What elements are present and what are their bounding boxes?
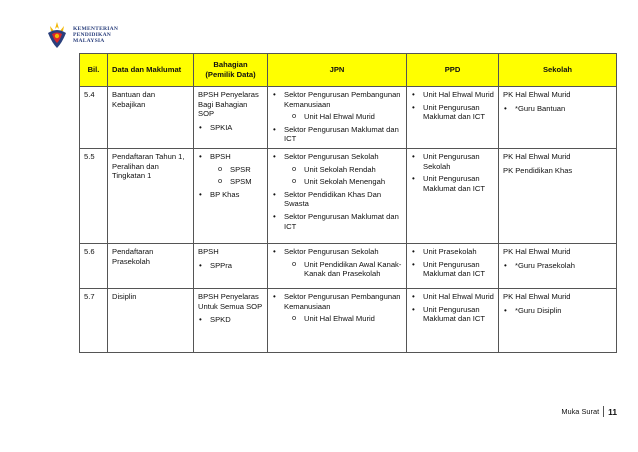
sekolah-text: PK Hal Ehwal Murid xyxy=(503,247,571,256)
jpn-item-label: Sektor Pengurusan Pembangunan Kemanusiaan xyxy=(284,292,401,311)
bahagian-subitem: o SPSM xyxy=(210,177,263,187)
header-bil: Bil. xyxy=(80,54,108,87)
ppd-item: • Unit Pengurusan Maklumat dan ICT xyxy=(411,174,494,193)
row-number: 5.4 xyxy=(80,87,108,149)
ppd-item: • Unit Hal Ehwal Murid xyxy=(411,90,494,100)
row-ppd xyxy=(407,149,499,244)
page-label: Muka Surat xyxy=(561,407,600,416)
bahagian-text: BPSH Penyelaras Untuk Semua SOP xyxy=(198,292,263,311)
row-jpn xyxy=(268,289,407,353)
row-ppd xyxy=(407,87,499,149)
table-row xyxy=(80,149,617,244)
jpn-item xyxy=(272,292,402,324)
page-footer xyxy=(561,406,617,417)
jpn-item-label: Sektor Pengurusan Sekolah xyxy=(284,247,379,256)
row-data-title: Pendaftaran Prasekolah xyxy=(108,244,194,289)
jpn-subitem: o Unit Sekolah Rendah xyxy=(284,165,402,175)
header-ppd: PPD xyxy=(407,54,499,87)
ministry-emblem-icon xyxy=(44,21,70,49)
row-bahagian xyxy=(194,87,268,149)
row-sekolah xyxy=(499,289,617,353)
row-bahagian xyxy=(194,289,268,353)
sekolah-bullet: • *Guru Prasekolah xyxy=(503,261,612,271)
jpn-item-label: Sektor Pengurusan Pembangunan Kemanusiaan xyxy=(284,90,401,109)
jpn-item-label: Sektor Pengurusan Sekolah xyxy=(284,152,379,161)
jpn-item xyxy=(272,152,402,187)
bahagian-text: BPSH xyxy=(198,247,219,256)
data-ownership-table xyxy=(79,53,617,353)
row-sekolah xyxy=(499,149,617,244)
jpn-subitem: o Unit Pendidikan Awal Kanak-Kanak dan Prasekolah xyxy=(284,260,402,279)
jpn-item: • Sektor Pendidikan Khas Dan Swasta xyxy=(272,190,402,209)
logo-line-2: PENDIDIKAN xyxy=(73,31,112,38)
header-bahagian: Bahagian (Pemilik Data) xyxy=(194,54,268,87)
bahagian-bullet-label: BPSH xyxy=(210,152,231,161)
row-jpn xyxy=(268,87,407,149)
row-jpn xyxy=(268,149,407,244)
jpn-subitem: o Unit Hal Ehwal Murid xyxy=(284,314,402,324)
bahagian-bullet: • SPKIA xyxy=(198,123,263,133)
sekolah-text: PK Hal Ehwal Murid xyxy=(503,90,571,99)
ppd-item: • Unit Pengurusan Sekolah xyxy=(411,152,494,171)
bahagian-bullet xyxy=(198,152,263,187)
ppd-item: • Unit Prasekolah xyxy=(411,247,494,257)
header-jpn: JPN xyxy=(268,54,407,87)
jpn-subitem: o Unit Hal Ehwal Murid xyxy=(284,112,402,122)
bahagian-bullet: • SPPra xyxy=(198,261,263,271)
row-number: 5.7 xyxy=(80,289,108,353)
table-row xyxy=(80,289,617,353)
bahagian-bullet: • BP Khas xyxy=(198,190,263,200)
bahagian-bullet: • SPKD xyxy=(198,315,263,325)
header-data-maklumat: Data dan Maklumat xyxy=(108,54,194,87)
table-header-row xyxy=(80,54,617,87)
row-bahagian xyxy=(194,149,268,244)
ministry-logo xyxy=(44,20,118,50)
footer-divider xyxy=(603,406,604,417)
jpn-item: • Sektor Pengurusan Maklumat dan ICT xyxy=(272,212,402,231)
jpn-subitem: o Unit Sekolah Menengah xyxy=(284,177,402,187)
row-sekolah xyxy=(499,87,617,149)
ppd-item: • Unit Pengurusan Maklumat dan ICT xyxy=(411,260,494,279)
row-data-title: Pendaftaran Tahun 1, Peralihan dan Tingkatan 1 xyxy=(108,149,194,244)
sekolah-text: PK Hal Ehwal Murid xyxy=(503,292,571,301)
jpn-item: • Sektor Pengurusan Maklumat dan ICT xyxy=(272,125,402,144)
row-number: 5.5 xyxy=(80,149,108,244)
logo-line-1: KEMENTERIAN xyxy=(73,25,119,32)
jpn-item xyxy=(272,247,402,279)
bahagian-subitem: o SPSR xyxy=(210,165,263,175)
row-number: 5.6 xyxy=(80,244,108,289)
jpn-item xyxy=(272,90,402,122)
ppd-item: • Unit Pengurusan Maklumat dan ICT xyxy=(411,305,494,324)
sekolah-text: PK Hal Ehwal Murid xyxy=(503,152,571,161)
sekolah-text: PK Pendidikan Khas xyxy=(503,165,573,175)
table-row xyxy=(80,87,617,149)
row-data-title: Bantuan dan Kebajikan xyxy=(108,87,194,149)
row-bahagian xyxy=(194,244,268,289)
sekolah-bullet: • *Guru Disiplin xyxy=(503,306,612,316)
sekolah-bullet: • *Guru Bantuan xyxy=(503,104,612,114)
row-ppd xyxy=(407,289,499,353)
row-sekolah xyxy=(499,244,617,289)
table-row xyxy=(80,244,617,289)
row-ppd xyxy=(407,244,499,289)
row-jpn xyxy=(268,244,407,289)
logo-line-3: MALAYSIA xyxy=(73,38,105,45)
row-data-title: Disiplin xyxy=(108,289,194,353)
ppd-item: • Unit Pengurusan Maklumat dan ICT xyxy=(411,103,494,122)
header-sekolah: Sekolah xyxy=(499,54,617,87)
bahagian-text: BPSH Penyelaras Bagi Bahagian SOP xyxy=(198,90,259,119)
page-number: 11 xyxy=(608,406,617,417)
ppd-item: • Unit Hal Ehwal Murid xyxy=(411,292,494,302)
